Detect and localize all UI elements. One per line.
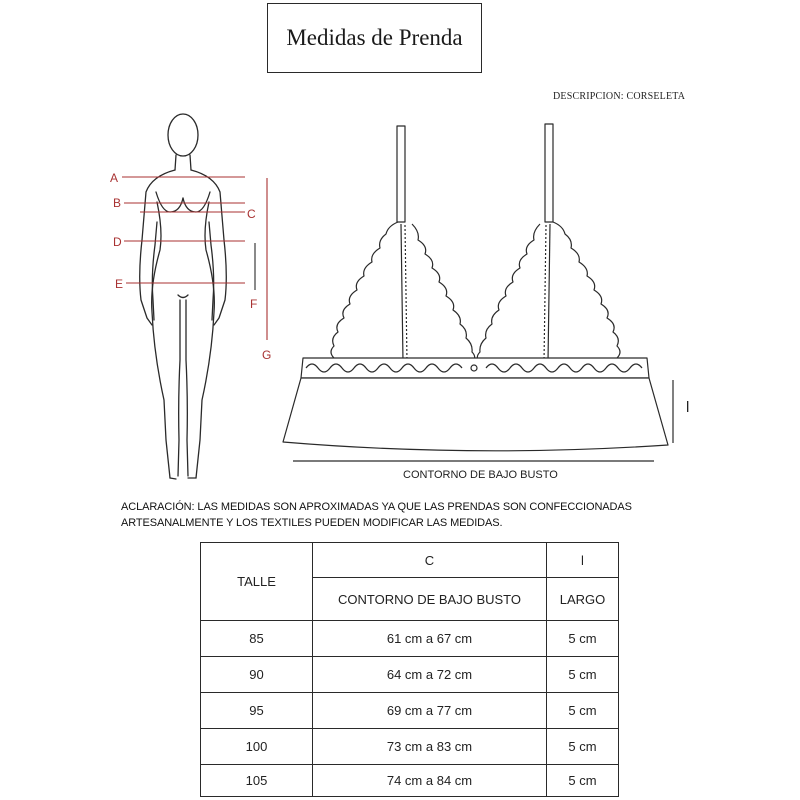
- header-l-label: LARGO: [547, 578, 619, 621]
- marker-c: C: [247, 207, 256, 221]
- row-talle: 90: [201, 657, 313, 693]
- table-row: [201, 621, 619, 657]
- size-table: [200, 542, 619, 797]
- row-contorno: 69 cm a 77 cm: [313, 693, 547, 729]
- header-c-label: CONTORNO DE BAJO BUSTO: [313, 578, 547, 621]
- header-l-letter: l: [547, 543, 619, 578]
- table-row: [201, 657, 619, 693]
- marker-b: B: [113, 196, 122, 210]
- measurement-lines: [122, 177, 267, 340]
- row-contorno: 74 cm a 84 cm: [313, 765, 547, 797]
- marker-e: E: [115, 277, 124, 291]
- measurement-labels: [110, 171, 271, 362]
- garment-caption: CONTORNO DE BAJO BUSTO: [403, 469, 558, 481]
- row-contorno: 73 cm a 83 cm: [313, 729, 547, 765]
- marker-g: G: [262, 348, 272, 362]
- disclaimer-line-1: ACLARACIÓN: LAS MEDIDAS SON APROXIMADAS YA QUE LAS PRENDAS SON CONFECCIONADAS: [121, 501, 632, 513]
- garment-description: DESCRIPCION: CORSELETA: [553, 91, 686, 102]
- page-title: Medidas de Prenda: [267, 3, 482, 73]
- header-c-letter: C: [313, 543, 547, 578]
- table-header-row: [201, 543, 619, 578]
- row-largo: 5 cm: [547, 621, 619, 657]
- row-largo: 5 cm: [547, 657, 619, 693]
- row-largo: 5 cm: [547, 765, 619, 797]
- table-row: [201, 729, 619, 765]
- disclaimer-line-2: ARTESANALMENTE Y LOS TEXTILES PUEDEN MODIFICAR LAS MEDIDAS.: [121, 517, 503, 529]
- table-row: [201, 765, 619, 797]
- marker-d: D: [113, 235, 122, 249]
- length-marker: l: [686, 399, 690, 416]
- table-row: [201, 693, 619, 729]
- row-talle: 100: [201, 729, 313, 765]
- marker-a: A: [110, 171, 119, 185]
- row-talle: 95: [201, 693, 313, 729]
- disclaimer-note: [121, 499, 661, 531]
- body-figure: [140, 114, 227, 479]
- header-talle: TALLE: [201, 543, 313, 621]
- marker-f: F: [250, 297, 258, 311]
- row-largo: 5 cm: [547, 693, 619, 729]
- garment-drawing: [283, 124, 673, 461]
- row-contorno: 61 cm a 67 cm: [313, 621, 547, 657]
- row-largo: 5 cm: [547, 729, 619, 765]
- row-talle: 105: [201, 765, 313, 797]
- row-talle: 85: [201, 621, 313, 657]
- row-contorno: 64 cm a 72 cm: [313, 657, 547, 693]
